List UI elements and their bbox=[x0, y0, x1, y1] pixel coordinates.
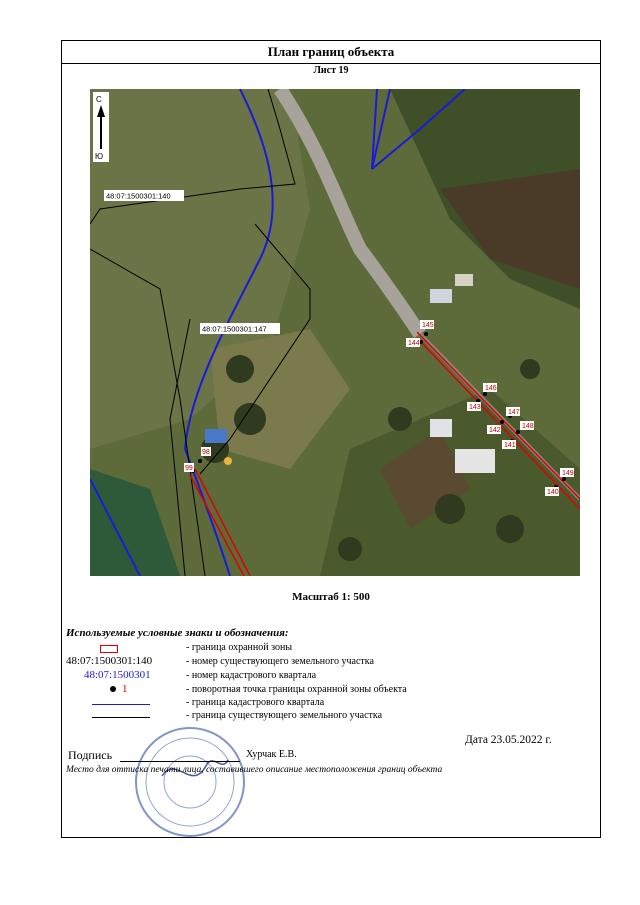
signature-line bbox=[120, 761, 240, 762]
point-label: 98 bbox=[202, 449, 210, 456]
point-label: 144 bbox=[408, 340, 420, 347]
legend-item-parcel: - номер существующего земельного участка bbox=[186, 656, 374, 667]
document-title: План границ объекта bbox=[62, 41, 600, 64]
legend-parcel-symbol: 48:07:1500301:140 bbox=[66, 655, 153, 667]
map-view[interactable] bbox=[90, 89, 580, 576]
point-label: 142 bbox=[489, 427, 501, 434]
sheet-number: Лист 19 bbox=[313, 65, 349, 76]
signature-label: Подпись bbox=[68, 748, 113, 762]
map-scale: Масштаб 1: 500 bbox=[292, 591, 370, 603]
legend-quarter-symbol: 48:07:1500301 bbox=[84, 669, 151, 681]
point-label: 99 bbox=[185, 465, 193, 472]
legend-quarter-line bbox=[92, 704, 150, 705]
parcel-label: 48:07:1500301:140 bbox=[106, 191, 171, 201]
parcel-label: 48:07:1500301:147 bbox=[202, 324, 267, 334]
document-date: Дата 23.05.2022 г. bbox=[465, 734, 552, 746]
legend-item-point: - поворотная точка границы охранной зоны объекта bbox=[186, 684, 407, 695]
compass-south-label: Ю bbox=[95, 152, 104, 161]
stamp-seal bbox=[132, 724, 248, 840]
point-label: 148 bbox=[522, 423, 534, 430]
stamp-place-note: Место для оттиска печати лица, составившего описание местоположения границ объекта bbox=[66, 765, 443, 775]
legend-parcel-line bbox=[92, 717, 150, 718]
compass-north-label: С bbox=[96, 95, 102, 104]
compass bbox=[93, 92, 109, 162]
point-label: 145 bbox=[422, 322, 434, 329]
document-frame bbox=[61, 40, 601, 838]
legend-point-symbol bbox=[110, 683, 128, 695]
legend-title: Используемые условные знаки и обозначения: bbox=[66, 627, 289, 639]
point-label: 140 bbox=[547, 489, 559, 496]
point-label: 143 bbox=[469, 404, 481, 411]
legend-item-quarter-line: - граница кадастрового квартала bbox=[186, 697, 325, 708]
legend-point-number: 1 bbox=[122, 683, 128, 695]
map-svg bbox=[90, 89, 580, 576]
point-label: 146 bbox=[485, 385, 497, 392]
point-label: 147 bbox=[508, 409, 520, 416]
point-label: 141 bbox=[504, 442, 516, 449]
landmark bbox=[224, 457, 232, 465]
legend-item-quarter: - номер кадастрового квартала bbox=[186, 670, 317, 681]
building bbox=[455, 449, 495, 473]
legend-item-parcel-line: - граница существующего земельного участка bbox=[186, 710, 383, 721]
point-label: 149 bbox=[562, 470, 574, 477]
building bbox=[430, 289, 452, 303]
legend-item-zone: - граница охранной зоны bbox=[186, 642, 293, 653]
signer-name: Хурчак Е.В. bbox=[246, 749, 297, 760]
building bbox=[430, 419, 452, 437]
building bbox=[455, 274, 473, 286]
building bbox=[205, 429, 227, 443]
